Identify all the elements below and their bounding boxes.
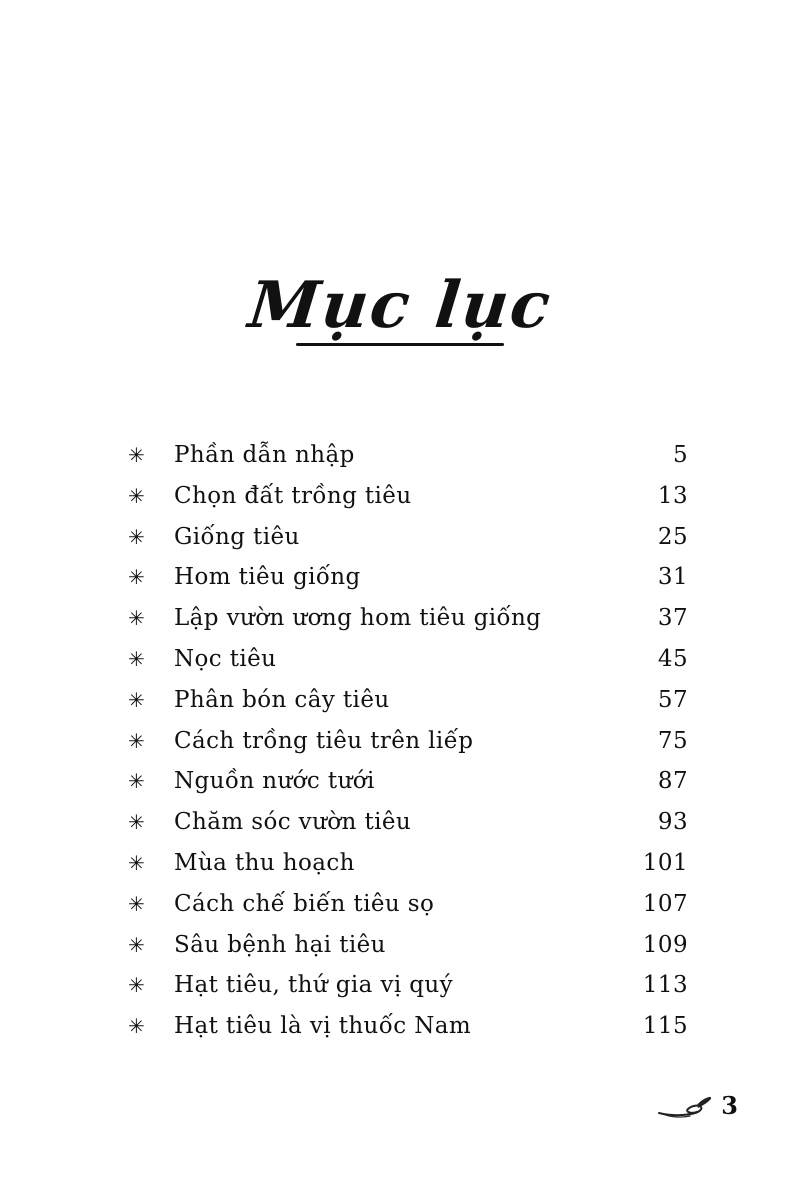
toc-entry-page: 25 bbox=[657, 523, 688, 550]
toc-entry-page: 113 bbox=[642, 972, 688, 999]
toc-entry-page: 107 bbox=[642, 890, 688, 917]
toc-entry bbox=[128, 851, 688, 876]
toc-entry-label: Phần dẫn nhập bbox=[174, 442, 355, 468]
toc-entry bbox=[128, 933, 688, 958]
toc-entry bbox=[128, 606, 688, 631]
toc-entry-label: Lập vườn ương hom tiêu giống bbox=[174, 605, 542, 632]
asterisk-bullet-icon: ✳ bbox=[128, 687, 146, 712]
toc-entry-label: Hạt tiêu, thứ gia vị quý bbox=[174, 972, 454, 999]
title-block bbox=[0, 268, 800, 346]
toc-entry bbox=[128, 484, 688, 509]
toc-entry-page: 101 bbox=[642, 849, 688, 876]
toc-entry-label: Phân bón cây tiêu bbox=[174, 686, 390, 713]
asterisk-bullet-icon: ✳ bbox=[128, 524, 146, 549]
toc-entry-page: 87 bbox=[657, 768, 688, 795]
toc-entry-label: Cách trồng tiêu trên liếp bbox=[174, 727, 474, 754]
toc-entry bbox=[128, 729, 688, 754]
toc-entry-label: Sâu bệnh hại tiêu bbox=[174, 931, 386, 958]
toc-entry-label: Cách chế biến tiêu sọ bbox=[174, 890, 435, 917]
toc-entry bbox=[128, 443, 688, 468]
toc-entry-label: Hạt tiêu là vị thuốc Nam bbox=[174, 1013, 472, 1040]
decorative-flourish-icon bbox=[657, 1093, 715, 1119]
asterisk-bullet-icon: ✳ bbox=[128, 646, 146, 671]
asterisk-bullet-icon: ✳ bbox=[128, 973, 146, 998]
page-footer bbox=[657, 1091, 738, 1120]
toc-entry-label: Nguồn nước tưới bbox=[174, 768, 375, 795]
asterisk-bullet-icon: ✳ bbox=[128, 1014, 146, 1039]
toc-entry bbox=[128, 1014, 688, 1039]
toc-entry-label: Nọc tiêu bbox=[174, 645, 277, 672]
toc-entry-page: 115 bbox=[642, 1013, 688, 1040]
asterisk-bullet-icon: ✳ bbox=[128, 483, 146, 508]
toc-entry-page: 13 bbox=[657, 482, 688, 509]
asterisk-bullet-icon: ✳ bbox=[128, 728, 146, 753]
page-title: Mục lục bbox=[244, 268, 556, 343]
toc-entry-label: Giống tiêu bbox=[174, 523, 300, 550]
title-underline bbox=[296, 343, 504, 346]
toc-entry bbox=[128, 973, 688, 998]
asterisk-bullet-icon: ✳ bbox=[128, 891, 146, 916]
toc-entry-label: Chăm sóc vườn tiêu bbox=[174, 809, 412, 836]
toc-entry bbox=[128, 769, 688, 794]
toc-entry bbox=[128, 565, 688, 590]
asterisk-bullet-icon: ✳ bbox=[128, 606, 146, 631]
toc-entry-page: 45 bbox=[657, 645, 688, 672]
toc-entry-page: 75 bbox=[657, 727, 688, 754]
toc-entry-page: 93 bbox=[657, 809, 688, 836]
toc-entry bbox=[128, 525, 688, 550]
toc-entry-page: 5 bbox=[672, 442, 688, 468]
toc-entry bbox=[128, 688, 688, 713]
toc-entry-page: 37 bbox=[657, 605, 688, 632]
toc-entry bbox=[128, 810, 688, 835]
toc-entry-page: 31 bbox=[657, 564, 688, 591]
toc-entry-page: 109 bbox=[642, 931, 688, 958]
asterisk-bullet-icon: ✳ bbox=[128, 443, 146, 467]
toc-entry-label: Chọn đất trồng tiêu bbox=[174, 482, 412, 509]
asterisk-bullet-icon: ✳ bbox=[128, 932, 146, 957]
toc-entry-label: Hom tiêu giống bbox=[174, 564, 361, 591]
page-number: 3 bbox=[721, 1091, 738, 1120]
toc-entry-page: 57 bbox=[657, 686, 688, 713]
asterisk-bullet-icon: ✳ bbox=[128, 565, 146, 590]
toc-entry bbox=[128, 892, 688, 917]
toc-list bbox=[128, 443, 688, 1055]
asterisk-bullet-icon: ✳ bbox=[128, 810, 146, 835]
toc-entry bbox=[128, 647, 688, 672]
asterisk-bullet-icon: ✳ bbox=[128, 850, 146, 875]
asterisk-bullet-icon: ✳ bbox=[128, 769, 146, 794]
toc-entry-label: Mùa thu hoạch bbox=[174, 849, 355, 876]
